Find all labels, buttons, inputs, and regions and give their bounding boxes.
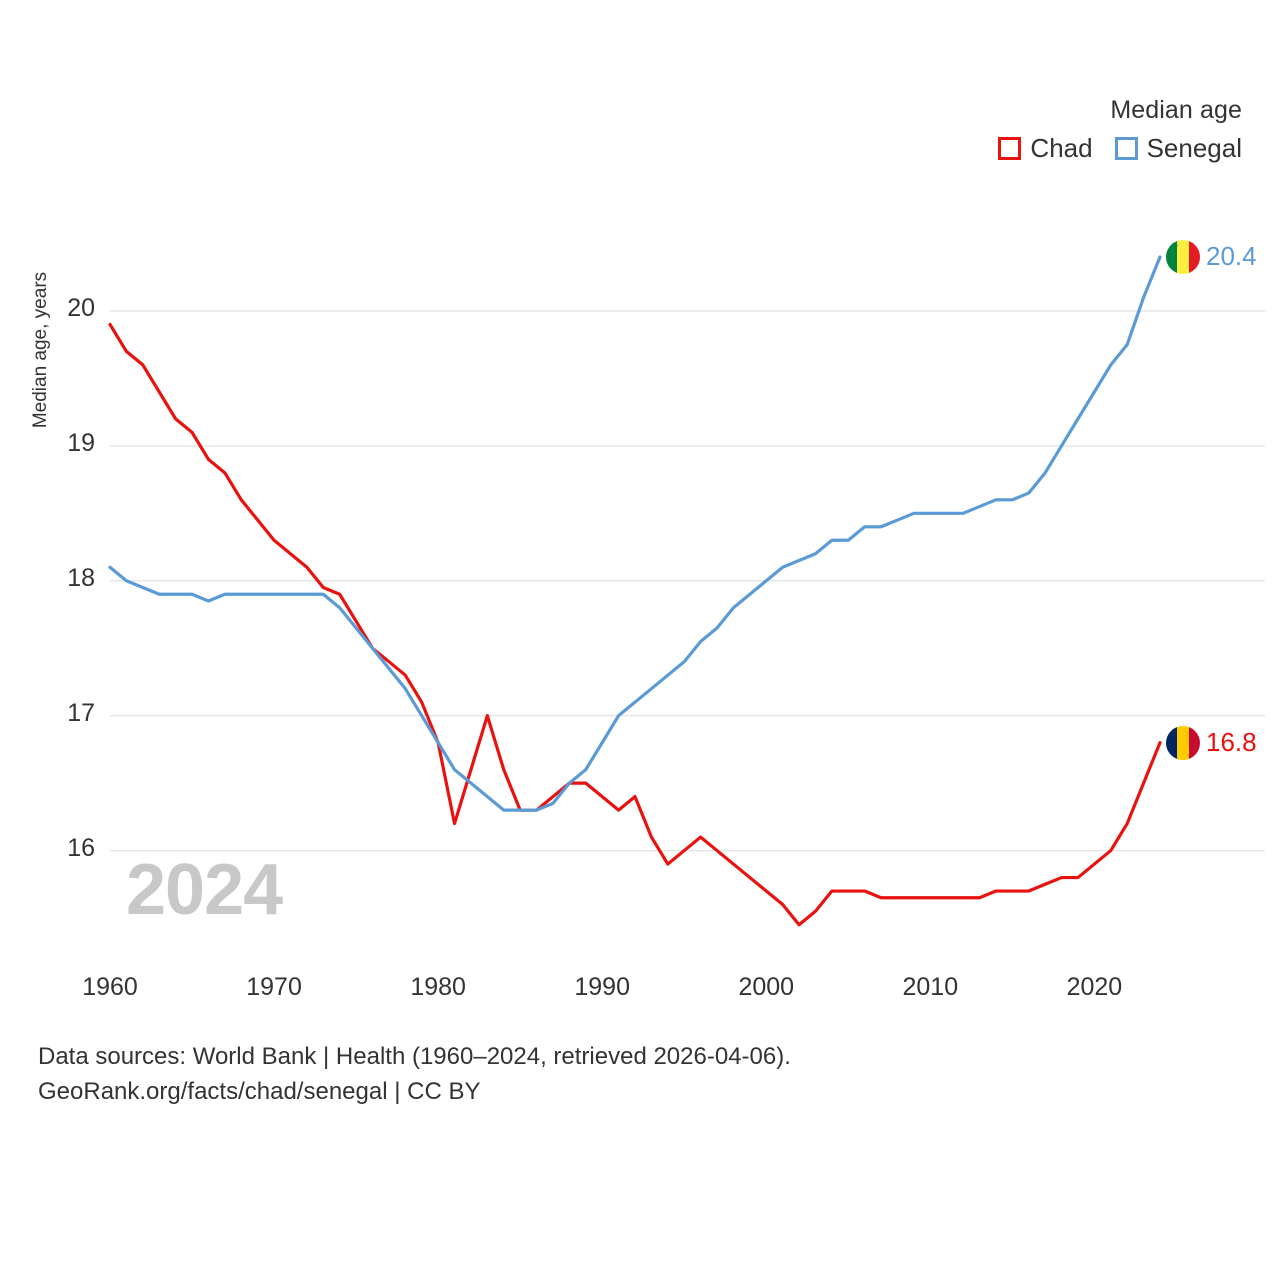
- y-tick-label: 16: [67, 833, 95, 862]
- y-axis-title: Median age, years: [30, 271, 51, 429]
- x-tick-label: 1970: [246, 973, 302, 1001]
- y-tick-label: 18: [67, 563, 95, 592]
- y-tick-label: 19: [67, 428, 95, 457]
- x-tick-label: 1960: [82, 973, 138, 1001]
- x-tick-label: 2010: [902, 973, 959, 1001]
- footer-line-2: GeoRank.org/facts/chad/senegal | CC BY: [38, 1077, 481, 1105]
- legend-title: Median age: [1110, 96, 1242, 124]
- series-line-chad: [110, 324, 1160, 924]
- year-watermark: 2024: [126, 850, 283, 930]
- legend-label-senegal: Senegal: [1146, 133, 1242, 163]
- legend-label-chad: Chad: [1030, 133, 1093, 163]
- x-tick-label: 2000: [738, 973, 795, 1001]
- endpoint-label-senegal: 20.4: [1206, 240, 1257, 271]
- x-tick-label: 1990: [574, 973, 630, 1001]
- y-tick-label: 17: [67, 698, 95, 727]
- footer-attribution: [38, 1040, 791, 1110]
- flag-chad-icon: [1166, 726, 1200, 760]
- x-tick-label: 1980: [410, 973, 466, 1001]
- x-tick-label: 2020: [1066, 973, 1123, 1001]
- endpoint-label-chad: 16.8: [1206, 726, 1257, 757]
- footer-line-1: Data sources: World Bank | Health (1960–2024, retrieved 2026-04-06).: [38, 1043, 791, 1070]
- y-tick-label: 20: [67, 293, 95, 322]
- flag-senegal-icon: ★: [1166, 240, 1200, 274]
